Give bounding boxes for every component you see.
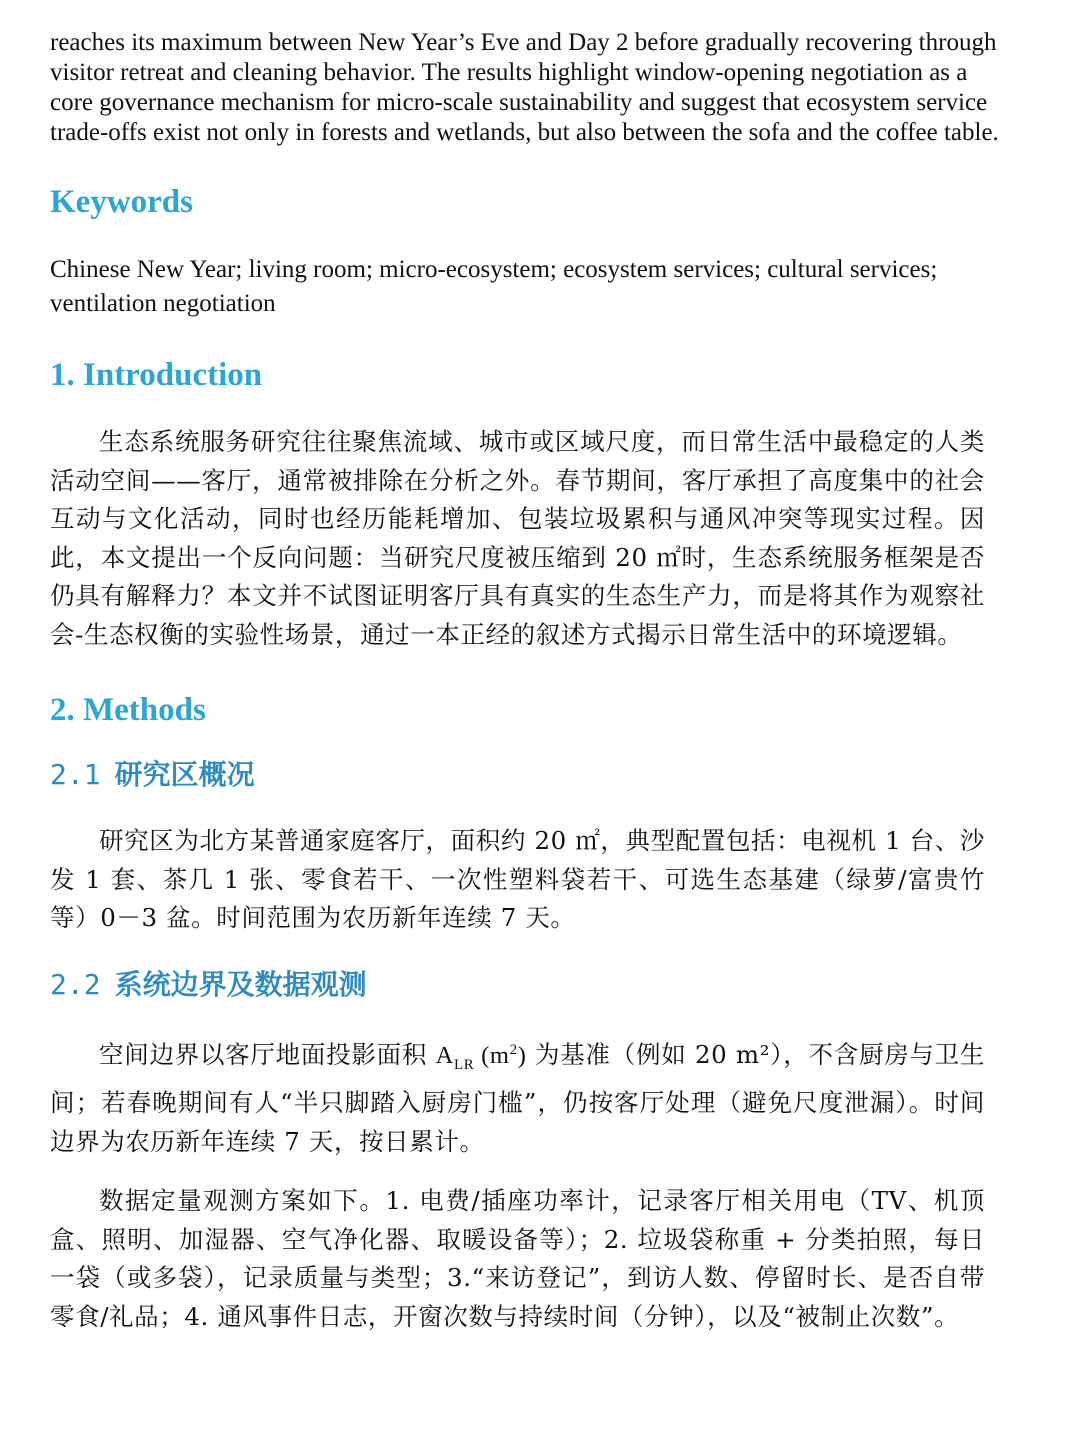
section-2-1-title: 研究区概况 [114, 758, 255, 791]
area-symbol-letter: A [435, 1041, 454, 1069]
area-unit-superscript: 2 [509, 1041, 518, 1058]
boundary-text-before: 空间边界以客厅地面投影面积 [99, 1039, 436, 1069]
section-2-2-heading [50, 965, 1040, 1005]
paper-page [50, 28, 1040, 1336]
area-unit-open: (m [474, 1041, 510, 1069]
section-2-2-paragraph-1 [50, 1031, 985, 1162]
methods-heading: 2. Methods [50, 692, 206, 728]
section-2-2-paragraph-2: 数据定量观测方案如下。1. 电费/插座功率计，记录客厅相关用电（TV、机顶盒、照明、加湿器、空气净化器、取暖设备等）；2. 垃圾袋称重 + 分类拍照，每日一袋（或多袋），记录质量与类型；3.“来访登记”，到访人数、停留时长、是否自带零食/礼品；4. 通风事件日志，开窗次数与持续时间（分钟），以及“被制止次数”。 [50, 1186, 985, 1331]
area-unit-close: ) [517, 1041, 527, 1069]
keywords-heading: Keywords [50, 184, 193, 220]
area-symbol [435, 1041, 527, 1073]
area-symbol-subscript: LR [453, 1056, 475, 1073]
keywords-text: Chinese New Year; living room; micro-ecosystem; ecosystem services; cultural services; ventilation negotiation [50, 256, 938, 317]
introduction-heading: 1. Introduction [50, 357, 263, 393]
abstract-tail-paragraph: reaches its maximum between New Year’s Eve and Day 2 before gradually recovering through visitor retreat and cleaning behavior. The results highlight window-opening negotiation as a core governance mechanism for micro-scale sustainability and suggest that ecosystem service trade-offs exist not only in forests and wetlands, but also between the sofa and the coffee table. [50, 29, 999, 146]
boundary-text-after: 为基准（例如 20 m²），不含厨房与卫生间；若春晚期间有人“半只脚踏入厨房门槛”，仍按客厅处理（避免尺度泄漏）。时间边界为农历新年连续 7 天，按日累计。 [50, 1039, 986, 1156]
section-2-2-title: 系统边界及数据观测 [114, 967, 367, 1001]
section-2-1-paragraph: 研究区为北方某普通家庭客厅，面积约 20 ㎡，典型配置包括：电视机 1 台、沙发 1 套、茶几 1 张、零食若干、一次性塑料袋若干、可选生态基建（绿萝/富贵竹等）0－3 盆。时间范围为农历新年连续 7 天。 [50, 826, 985, 932]
section-2-1-number: 2.1 [50, 758, 101, 791]
section-2-2-number: 2.2 [50, 967, 101, 1001]
introduction-paragraph: 生态系统服务研究往往聚焦流域、城市或区域尺度，而日常生活中最稳定的人类活动空间——客厅，通常被排除在分析之外。春节期间，客厅承担了高度集中的社会互动与文化活动，同时也经历能耗增加、包装垃圾累积与通风冲突等现实过程。因此，本文提出一个反向问题：当研究尺度被压缩到 20 ㎡时，生态系统服务框架是否仍具有解释力？本文并不试图证明客厅具有真实的生态生产力，而是将其作为观察社会-生态权衡的实验性场景，通过一本正经的叙述方式揭示日常生活中的环境逻辑。 [50, 427, 985, 649]
section-2-1-heading [50, 755, 1040, 795]
